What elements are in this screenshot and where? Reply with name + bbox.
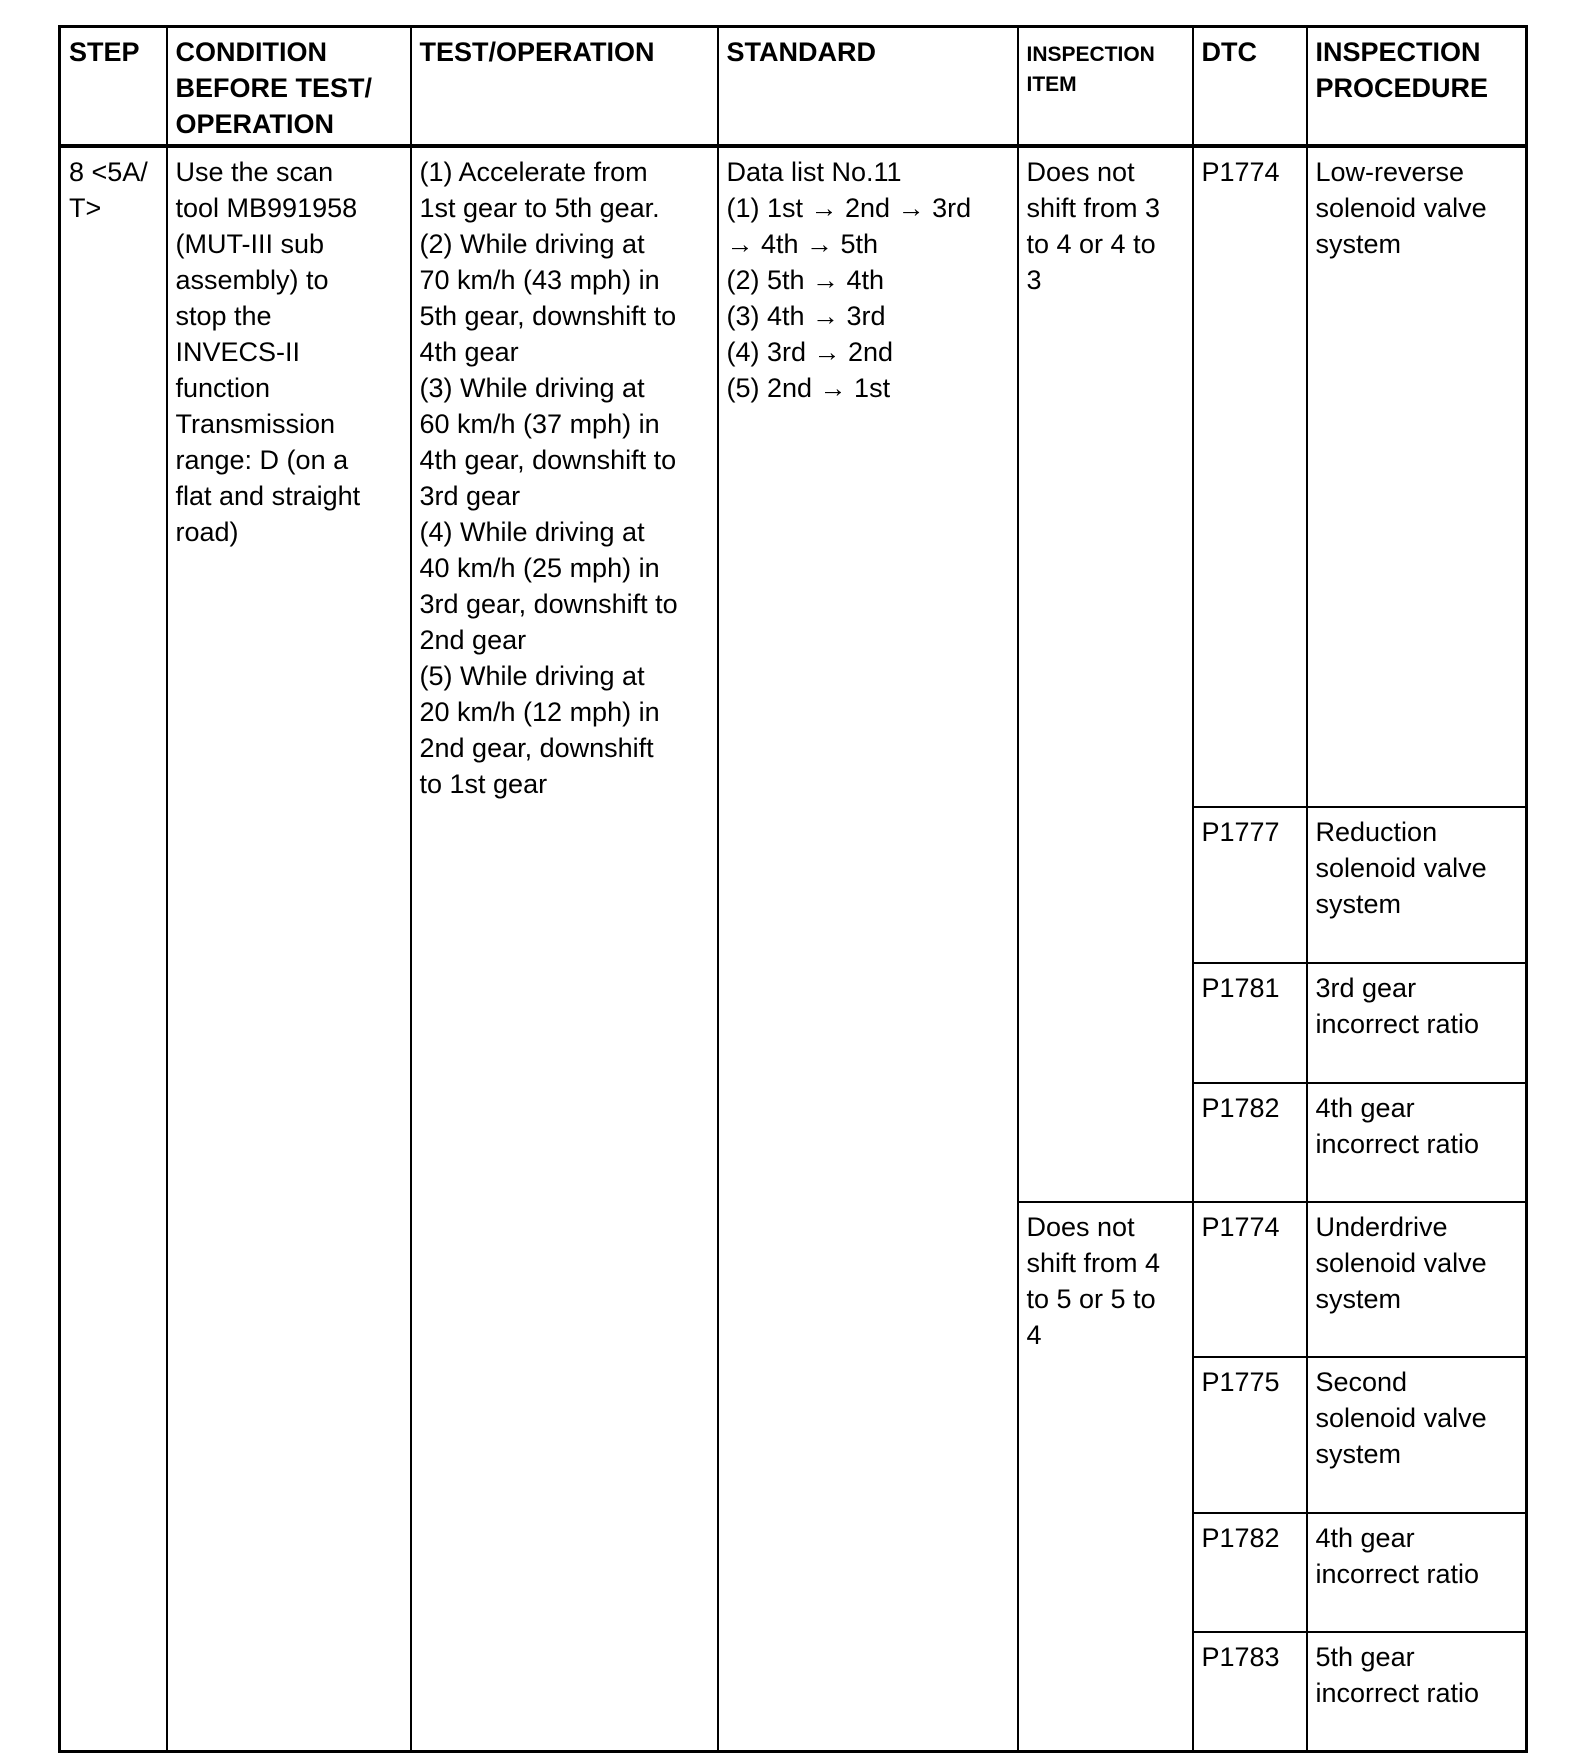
procedure-cell: Reduction solenoid valve system (1307, 807, 1527, 963)
dtc-cell: P1777 (1193, 807, 1307, 963)
procedure-cell: 4th gear incorrect ratio (1307, 1513, 1527, 1632)
test-operation-cell: (1) Accelerate from 1st gear to 5th gear. (2) While driving at 70 km/h (43 mph) in 5th gear, downshift to 4th gear (3) While driving at 60 km/h (37 mph) in 4th gear, downshift to 3rd gear (4) While driving at 40 km/h (25 mph) in 3rd gear, downshift to 2nd gear (5) While driving at 20 km/h (12 mph) in 2nd gear, downshift to 1st gear (411, 146, 718, 1752)
header-test-operation: TEST/OPERATION (411, 27, 718, 146)
header-row (60, 27, 1527, 146)
standard-cell: Data list No.11 (1) 1st → 2nd → 3rd → 4th → 5th (2) 5th → 4th (3) 4th → 3rd (4) 3rd → 2nd (5) 2nd → 1st (718, 146, 1018, 1752)
step-cell: 8 <5A/ T> (60, 146, 167, 1752)
inspection-table (58, 25, 1528, 1753)
procedure-cell: 5th gear incorrect ratio (1307, 1632, 1527, 1752)
dtc-cell: P1781 (1193, 963, 1307, 1083)
dtc-cell: P1782 (1193, 1513, 1307, 1632)
inspection-item-cell: Does not shift from 3 to 4 or 4 to 3 (1018, 146, 1193, 1202)
header-inspection-item: INSPECTION ITEM (1018, 27, 1193, 146)
header-dtc: DTC (1193, 27, 1307, 146)
condition-cell: Use the scan tool MB991958 (MUT-III sub assembly) to stop the INVECS-II function Transmission range: D (on a flat and straight road) (167, 146, 411, 1752)
dtc-cell: P1774 (1193, 1202, 1307, 1357)
dtc-cell: P1775 (1193, 1357, 1307, 1513)
dtc-cell: P1782 (1193, 1083, 1307, 1202)
header-step: STEP (60, 27, 167, 146)
procedure-cell: Underdrive solenoid valve system (1307, 1202, 1527, 1357)
dtc-cell: P1774 (1193, 146, 1307, 807)
header-condition: CONDITION BEFORE TEST/ OPERATION (167, 27, 411, 146)
procedure-cell: Low-reverse solenoid valve system (1307, 146, 1527, 807)
table-row (60, 146, 1527, 807)
procedure-cell: 4th gear incorrect ratio (1307, 1083, 1527, 1202)
header-inspection-procedure: INSPECTION PROCEDURE (1307, 27, 1527, 146)
dtc-cell: P1783 (1193, 1632, 1307, 1752)
procedure-cell: Second solenoid valve system (1307, 1357, 1527, 1513)
header-standard: STANDARD (718, 27, 1018, 146)
inspection-item-cell: Does not shift from 4 to 5 or 5 to 4 (1018, 1202, 1193, 1752)
procedure-cell: 3rd gear incorrect ratio (1307, 963, 1527, 1083)
